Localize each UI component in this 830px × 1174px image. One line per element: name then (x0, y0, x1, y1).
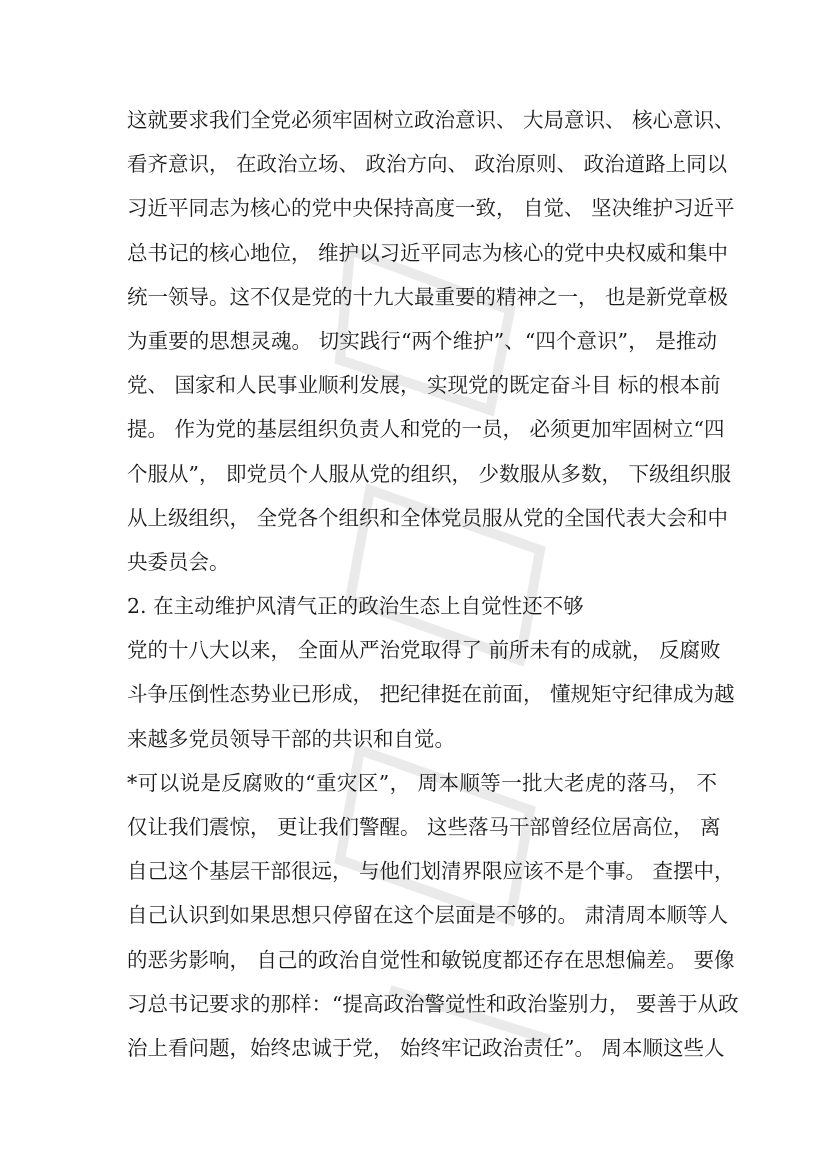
text-line: *可以说是反腐败的“重灾区”， 周本顺等一批大老虎的落马， 不 (127, 770, 717, 795)
text-line: 的恶劣影响， 自己的政治自觉性和敏锐度都还存在思想偏差。 要像 (127, 947, 735, 972)
text-line: 习总书记要求的那样：“提高政治警觉性和政治鉴别力， 要善于从政 (127, 991, 739, 1016)
section-heading: 2. 在主动维护风清气正的政治生态上自觉性还不够 (127, 594, 584, 619)
text-line: 治上看问题，始终忠诚于党， 始终牢记政治责任”。 周本顺这些人 (127, 1035, 725, 1060)
text-line: 习近平同志为核心的党中央保持高度一致， 自觉、 坚决维护习近平 (127, 196, 735, 221)
text-line: 自己认识到如果思想只停留在这个层面是不够的。 肃清周本顺等人 (127, 903, 729, 928)
text-line: 斗争压倒性态势业已形成， 把纪律挺在前面， 懂规矩守纪律成为越 (127, 682, 735, 707)
text-line: 个服从”， 即党员个人服从党的组织， 少数服从多数， 下级组织服 (127, 461, 732, 486)
text-line: 仅让我们震惊， 更让我们警醒。 这些落马干部曾经位居高位， 离 (127, 815, 721, 839)
text-line: 自己这个基层干部很远， 与他们划清界限应该不是个事。 查摆中， (127, 859, 735, 884)
text-line: 看齐意识， 在政治立场、 政治方向、 政治原则、 政治道路上同以 (127, 152, 728, 177)
text-line: 党的十八大以来， 全面从严治党取得了 前所未有的成就， 反腐败 (127, 638, 721, 663)
text-line: 总书记的核心地位， 维护以习近平同志为核心的党中央权威和集中 (127, 240, 729, 265)
text-line: 从上级组织， 全党各个组织和全体党员服从党的全国代表大会和中 (127, 505, 729, 530)
text-line: 为重要的思想灵魂。 切实践行“两个维护”、“四个意识”， 是推动 (127, 328, 717, 353)
body-text (127, 98, 739, 1070)
text-line: 提。 作为党的基层组织负责人和党的一员， 必须更加牢固树立“四 (127, 417, 725, 442)
text-line: 统一领导。这不仅是党的十九大最重要的精神之一， 也是新党章极 (127, 284, 729, 309)
text-line: 这就要求我们全党必须牢固树立政治意识、 大局意识、 核心意识、 (127, 108, 735, 132)
text-line: 来越多党员领导干部的共识和自觉。 (127, 726, 455, 751)
text-line: 党、 国家和人民事业顺利发展， 实现党的既定奋斗目 标的根本前 (127, 373, 721, 398)
text-line: 央委员会。 (127, 549, 230, 574)
